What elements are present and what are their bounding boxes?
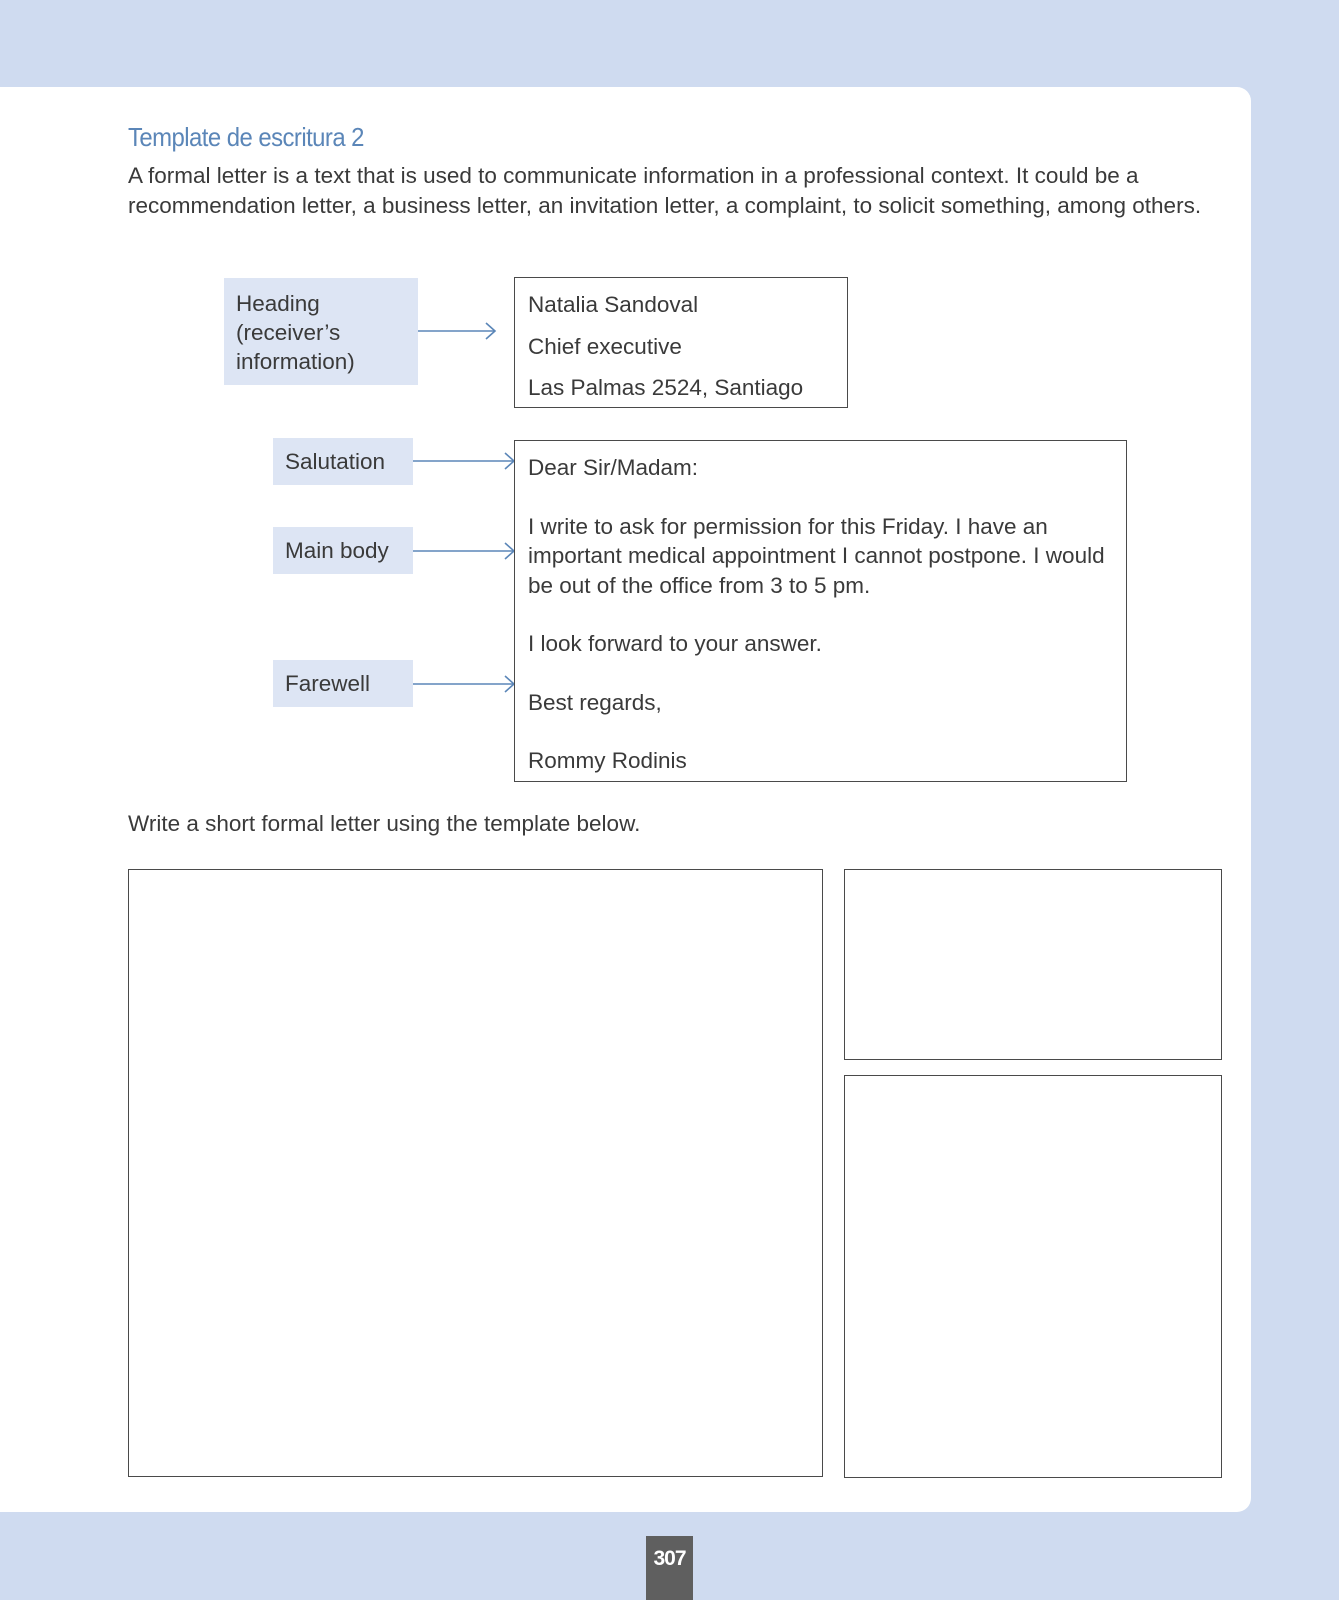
receiver-address: Las Palmas 2524, Santiago [528,375,804,400]
writing-area-main[interactable] [128,869,823,1477]
example-heading-box [514,277,848,408]
receiver-name: Natalia Sandoval [528,292,699,317]
instruction-text: Write a short formal letter using the template below. [128,811,641,836]
label-farewell: Farewell [273,660,413,707]
writing-area-side[interactable] [844,1075,1222,1478]
letter-salutation: Dear Sir/Madam: [528,455,699,480]
label-salutation: Salutation [273,438,413,485]
letter-farewell: Best regards, [528,689,662,715]
receiver-position: Chief executive [528,333,682,359]
writing-area-heading[interactable] [844,869,1222,1060]
label-main-body: Main body [273,527,413,574]
page-number: 307 [646,1536,693,1600]
letter-body: I write to ask for permission for this Friday. I have an important medical appointment I cannot postpone. I would be out of the office from 3 to 5 pm. [528,513,1105,598]
letter-closing-line: I look forward to your answer. [528,631,822,656]
intro-paragraph: A formal letter is a text that is used to communicate information in a professional context. It could be a recommendation letter, a business letter, an invitation letter, a complaint, to solicit something, among others. [128,163,1202,218]
example-letter-box [514,440,1127,782]
label-heading: Heading (receiver’s information) [224,278,418,385]
letter-signature: Rommy Rodinis [528,748,687,773]
section-title: Template de escritura 2 [128,122,364,152]
